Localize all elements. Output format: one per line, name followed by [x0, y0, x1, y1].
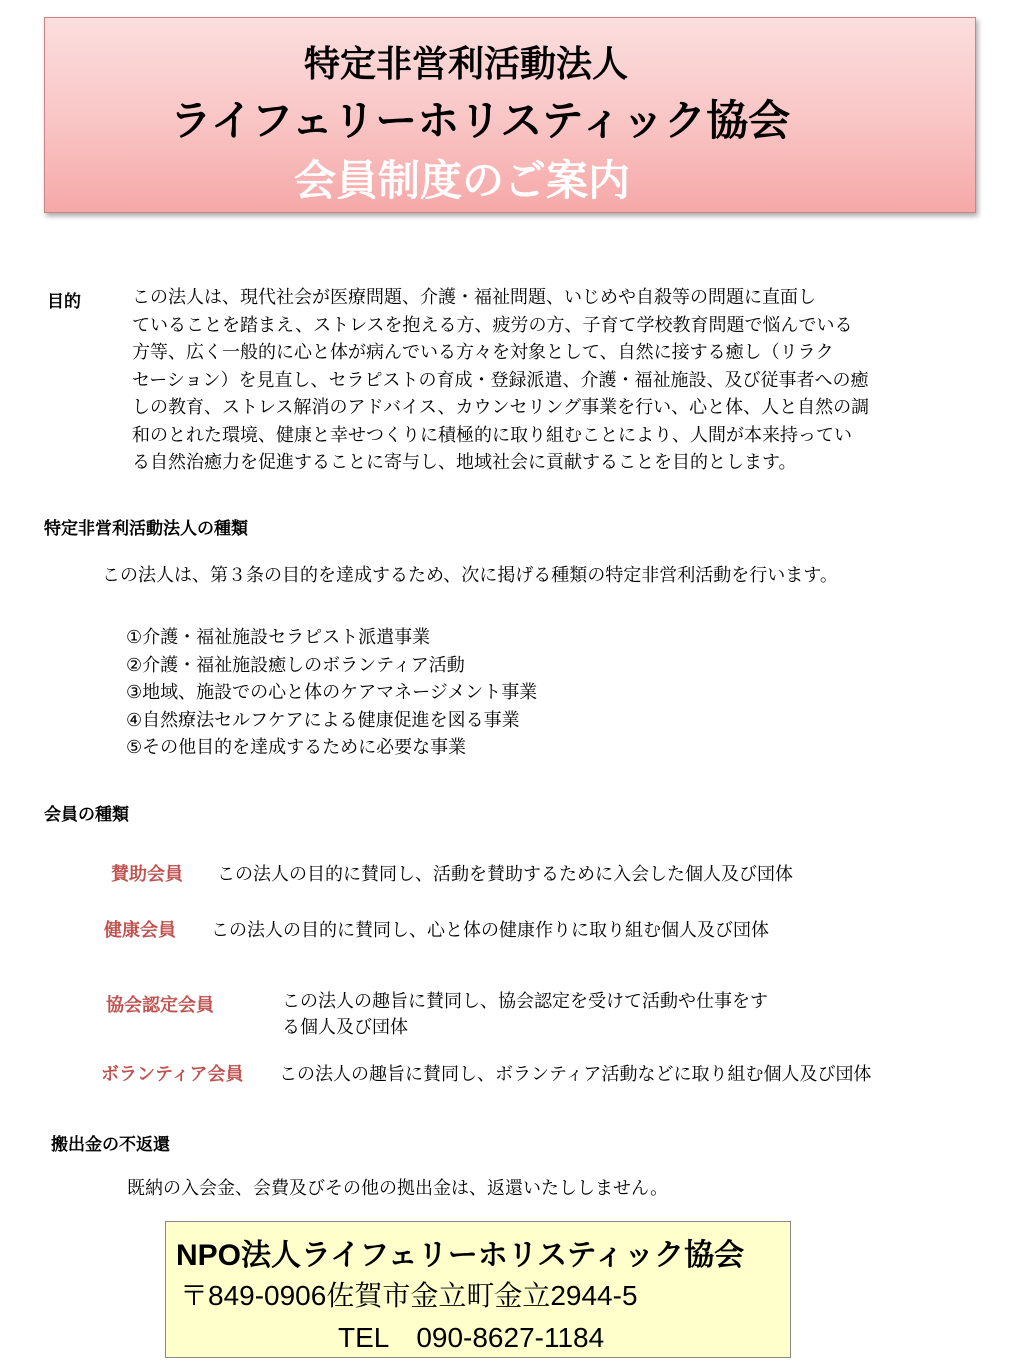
contact-org-name: NPO法人ライフェリーホリスティック協会	[176, 1239, 745, 1272]
purpose-line: セーション）を見直し、セラピストの育成・登録派遣、介護・福祉施設、及び従事者への癒	[132, 369, 869, 391]
contact-phone: TEL 090-8627-1184	[338, 1322, 605, 1353]
list-item: ③地域、施設での心と体のケアマネージメント事業	[126, 682, 538, 703]
list-item: ①介護・福祉施設セラピスト派遣事業	[126, 627, 431, 648]
member-desc-supporting: この法人の目的に賛同し、活動を賛助するために入会した個人及び団体	[217, 864, 793, 885]
member-type-certified: 協会認定会員	[106, 995, 214, 1016]
activities-heading: 特定非営利活動法人の種類	[44, 519, 248, 539]
purpose-line: しの教育、ストレス解消のアドバイス、カウンセリング事業を行い、心と体、人と自然の調	[132, 397, 870, 418]
list-item: ②介護・福祉施設癒しのボランティア活動	[126, 654, 465, 676]
activities-intro: この法人は、第３条の目的を達成するため、次に掲げる種類の特定非営利活動を行います。	[102, 565, 838, 586]
list-item: ⑤その他目的を達成するために必要な事業	[126, 737, 467, 758]
members-heading: 会員の種類	[44, 805, 129, 825]
member-desc-volunteer: この法人の趣旨に賛同し、ボランティア活動などに取り組む個人及び団体	[279, 1064, 872, 1085]
contact-box	[165, 1221, 791, 1358]
org-name-title: ライフェリーホリスティック協会	[169, 96, 791, 145]
member-desc-certified-line1: この法人の趣旨に賛同し、協会認定を受けて活動や仕事をす	[282, 991, 768, 1012]
page-title: 会員制度のご案内	[293, 156, 630, 205]
purpose-label: 目的	[47, 292, 81, 312]
purpose-line: ていることを踏まえ、ストレスを抱える方、疲労の方、子育て学校教育問題で悩んでいる	[132, 314, 853, 336]
purpose-line: る自然治癒力を促進することに寄与し、地域社会に貢献することを目的とします。	[132, 452, 797, 473]
purpose-paragraph	[132, 284, 972, 477]
title-banner	[44, 17, 976, 213]
member-type-supporting: 賛助会員	[111, 864, 183, 885]
member-type-volunteer: ボランティア会員	[101, 1064, 244, 1085]
member-desc-health: この法人の目的に賛同し、心と体の健康作りに取り組む個人及び団体	[211, 920, 769, 941]
member-type-health: 健康会員	[104, 920, 176, 941]
refund-heading: 搬出金の不返還	[51, 1135, 170, 1155]
activities-list	[126, 624, 537, 762]
purpose-line: この法人は、現代社会が医療問題、介護・福祉問題、いじめや自殺等の問題に直面し	[132, 287, 816, 308]
org-type-title: 特定非営利活動法人	[303, 44, 628, 85]
purpose-line: 方等、広く一般的に心と体が病んでいる方々を対象として、自然に接する癒し（リラク	[132, 342, 834, 363]
purpose-line: 和のとれた環境、健康と幸せつくりに積極的に取り組むことにより、人間が本来持ってい	[132, 424, 852, 446]
list-item: ④自然療法セルフケアによる健康促進を図る事業	[126, 709, 520, 731]
member-desc-certified-line2: る個人及び団体	[282, 1017, 408, 1038]
refund-text: 既納の入会金、会費及びその他の拠出金は、返還いたししません。	[127, 1178, 669, 1199]
contact-address: 〒849-0906佐賀市金立町金立2944-5	[180, 1280, 638, 1311]
